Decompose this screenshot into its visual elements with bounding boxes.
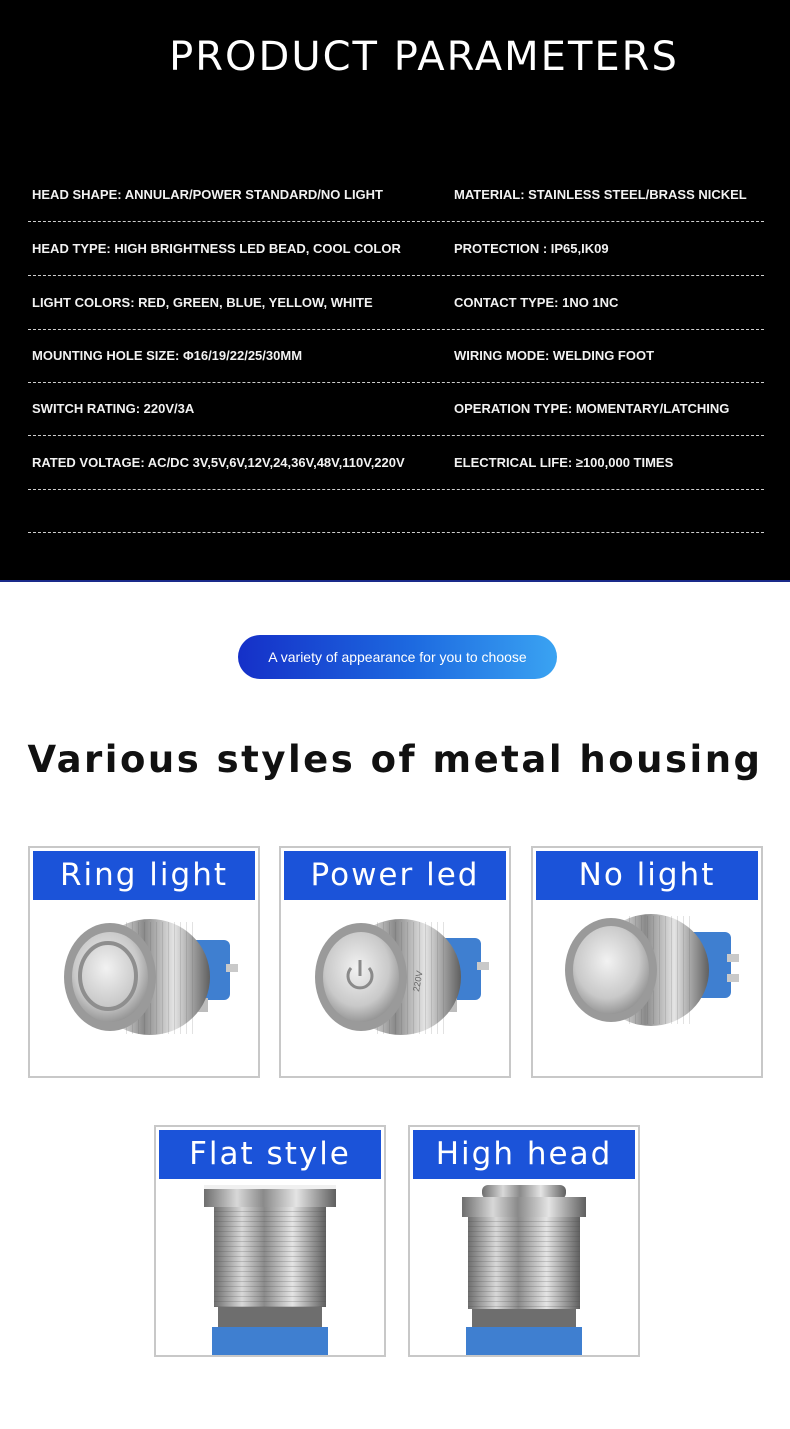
high-head-housing-image <box>410 1181 638 1357</box>
param-material: MATERIAL: STAINLESS STEEL/BRASS NICKEL <box>454 187 747 202</box>
flat-style-housing-image <box>156 1181 384 1357</box>
param-rated-voltage: RATED VOLTAGE: AC/DC 3V,5V,6V,12V,24,36V,48V,110V,220V <box>32 455 405 470</box>
param-operation-type: OPERATION TYPE: MOMENTARY/LATCHING <box>454 401 730 416</box>
param-row <box>28 382 764 436</box>
param-divider <box>28 532 764 533</box>
param-row <box>28 329 764 383</box>
style-card-flat-style[interactable] <box>154 1125 386 1357</box>
card-label: High head <box>413 1130 635 1179</box>
section-title: Various styles of metal housing <box>27 738 763 781</box>
param-switch-rating: SWITCH RATING: 220V/3A <box>32 401 195 416</box>
product-voltage-print: 220V <box>411 969 425 993</box>
card-label: Ring light <box>33 851 255 900</box>
style-card-high-head[interactable] <box>408 1125 640 1357</box>
param-mounting-hole: MOUNTING HOLE SIZE: Φ16/19/22/25/30MM <box>32 348 303 363</box>
style-card-ring-light[interactable] <box>28 846 260 1078</box>
style-card-no-light[interactable] <box>531 846 763 1078</box>
param-row <box>28 168 764 222</box>
param-row <box>28 222 764 276</box>
no-light-button-image <box>533 902 761 1078</box>
card-label: Power led <box>284 851 506 900</box>
power-led-button-image <box>281 902 509 1078</box>
param-protection: PROTECTION : IP65,IK09 <box>454 241 609 256</box>
param-head-type: HEAD TYPE: HIGH BRIGHTNESS LED BEAD, COOL COLOR <box>32 241 401 256</box>
appearance-pill-badge: A variety of appearance for you to choose <box>238 635 557 679</box>
param-row <box>28 436 764 490</box>
ring-light-button-image <box>30 902 258 1078</box>
param-head-shape: HEAD SHAPE: ANNULAR/POWER STANDARD/NO LIGHT <box>32 187 383 202</box>
param-contact-type: CONTACT TYPE: 1NO 1NC <box>454 295 619 310</box>
param-electrical-life: ELECTRICAL LIFE: ≥100,000 TIMES <box>454 455 674 470</box>
param-wiring-mode: WIRING MODE: WELDING FOOT <box>454 348 655 363</box>
card-label: No light <box>536 851 758 900</box>
product-parameters-section <box>0 0 790 582</box>
card-label: Flat style <box>159 1130 381 1179</box>
style-card-power-led[interactable] <box>279 846 511 1078</box>
param-row <box>28 276 764 330</box>
param-light-colors: LIGHT COLORS: RED, GREEN, BLUE, YELLOW, WHITE <box>32 295 373 310</box>
params-title: PRODUCT PARAMETERS <box>169 34 679 80</box>
